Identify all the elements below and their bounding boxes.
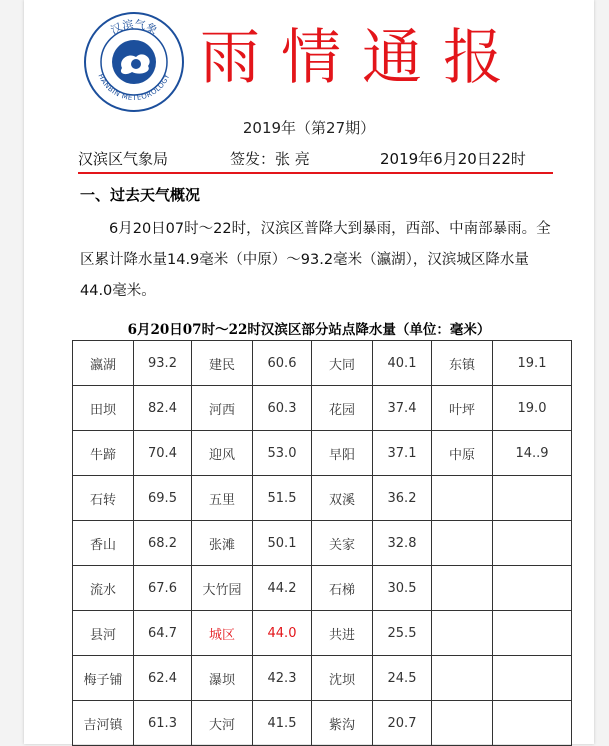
issue-number: 2019年（第27期） [242,119,376,137]
rainfall-value-cell: 70.4 [134,431,192,476]
station-name-cell [432,611,493,656]
station-name-cell: 牛蹄 [73,431,134,476]
station-name-cell: 紫沟 [312,701,373,746]
rainfall-value-cell: 67.6 [134,566,192,611]
rainfall-value-cell: 61.3 [134,701,192,746]
station-name-cell [432,656,493,701]
table-row [73,431,572,476]
bulletin-title: 雨情通报 [200,23,524,93]
station-name-cell: 共进 [312,611,373,656]
station-name-cell: 大河 [192,701,253,746]
rainfall-value-cell: 40.1 [373,341,432,386]
station-name-cell: 大同 [312,341,373,386]
rainfall-value-cell: 60.3 [253,386,312,431]
station-name-cell: 石梯 [312,566,373,611]
station-name-cell [432,521,493,566]
station-name-cell: 建民 [192,341,253,386]
station-name-cell: 双溪 [312,476,373,521]
table-row [73,521,572,566]
station-name-cell: 花园 [312,386,373,431]
rainfall-value-cell: 32.8 [373,521,432,566]
table-caption: 6月20日07时～22时汉滨区部分站点降水量（单位：毫米） [127,322,491,338]
station-name-cell: 中原 [432,431,493,476]
station-name-cell: 东镇 [432,341,493,386]
rainfall-value-cell: 51.5 [253,476,312,521]
rainfall-value-cell [493,656,572,701]
rainfall-value-cell: 60.6 [253,341,312,386]
issuing-organization: 汉滨区气象局 [78,150,169,168]
rainfall-value-cell [493,521,572,566]
table-row [73,701,572,746]
svg-text:HANBIN METEOROLOGY: HANBIN METEOROLOGY [96,72,172,103]
rainfall-value-cell: 42.3 [253,656,312,701]
rainfall-value-cell: 44.2 [253,566,312,611]
station-rainfall-table [72,340,572,746]
station-name-cell [432,476,493,521]
station-name-cell: 关家 [312,521,373,566]
station-name-cell: 瀑坝 [192,656,253,701]
rainfall-value-cell: 14..9 [493,431,572,476]
document-page [24,0,594,744]
station-name-cell: 吉河镇 [73,701,134,746]
station-name-cell: 流水 [73,566,134,611]
rainfall-value-cell: 20.7 [373,701,432,746]
rainfall-value-cell: 19.0 [493,386,572,431]
station-name-cell: 早阳 [312,431,373,476]
rainfall-value-cell: 93.2 [134,341,192,386]
rainfall-value-cell [493,476,572,521]
table-row [73,341,572,386]
station-name-cell: 城区 [192,611,253,656]
station-name-cell: 沈坝 [312,656,373,701]
issuer-line [78,148,553,170]
table-row [73,386,572,431]
rainfall-value-cell: 30.5 [373,566,432,611]
rainfall-value-cell: 37.4 [373,386,432,431]
rainfall-value-cell: 37.1 [373,431,432,476]
rainfall-value-cell: 68.2 [134,521,192,566]
svg-text:汉滨气象: 汉滨气象 [108,17,160,38]
rainfall-value-cell [493,611,572,656]
rainfall-value-cell: 50.1 [253,521,312,566]
station-name-cell [432,701,493,746]
rainfall-value-cell [493,701,572,746]
rainfall-value-cell [493,566,572,611]
rainfall-value-cell: 53.0 [253,431,312,476]
station-name-cell: 梅子铺 [73,656,134,701]
header-divider [78,172,553,174]
station-name-cell: 迎风 [192,431,253,476]
station-name-cell: 叶坪 [432,386,493,431]
rainfall-value-cell: 19.1 [493,341,572,386]
issue-datetime: 2019年6月20日22时 [380,150,526,168]
meteorology-logo [82,10,186,114]
table-row [73,611,572,656]
station-name-cell: 石转 [73,476,134,521]
rainfall-value-cell: 41.5 [253,701,312,746]
rainfall-value-cell: 62.4 [134,656,192,701]
station-name-cell: 香山 [73,521,134,566]
station-name-cell: 田坝 [73,386,134,431]
rainfall-value-cell: 69.5 [134,476,192,521]
station-name-cell: 县河 [73,611,134,656]
station-name-cell: 张滩 [192,521,253,566]
station-name-cell: 瀛湖 [73,341,134,386]
rainfall-value-cell: 25.5 [373,611,432,656]
rainfall-value-cell: 36.2 [373,476,432,521]
rainfall-value-cell: 24.5 [373,656,432,701]
table-row [73,566,572,611]
signer: 签发：张 亮 [230,150,310,168]
rainfall-value-cell: 82.4 [134,386,192,431]
table-row [73,476,572,521]
rainfall-value-cell: 44.0 [253,611,312,656]
rainfall-value-cell: 64.7 [134,611,192,656]
station-name-cell: 大竹园 [192,566,253,611]
section-heading: 一、过去天气概况 [80,186,201,204]
weather-summary-paragraph: 6月20日07时～22时，汉滨区普降大到暴雨，西部、中南部暴雨。全区累计降水量14.9毫米（中原）～93.2毫米（瀛湖），汉滨城区降水量44.0毫米。 [80,221,551,299]
table-row [73,656,572,701]
station-name-cell [432,566,493,611]
station-name-cell: 五里 [192,476,253,521]
station-name-cell: 河西 [192,386,253,431]
